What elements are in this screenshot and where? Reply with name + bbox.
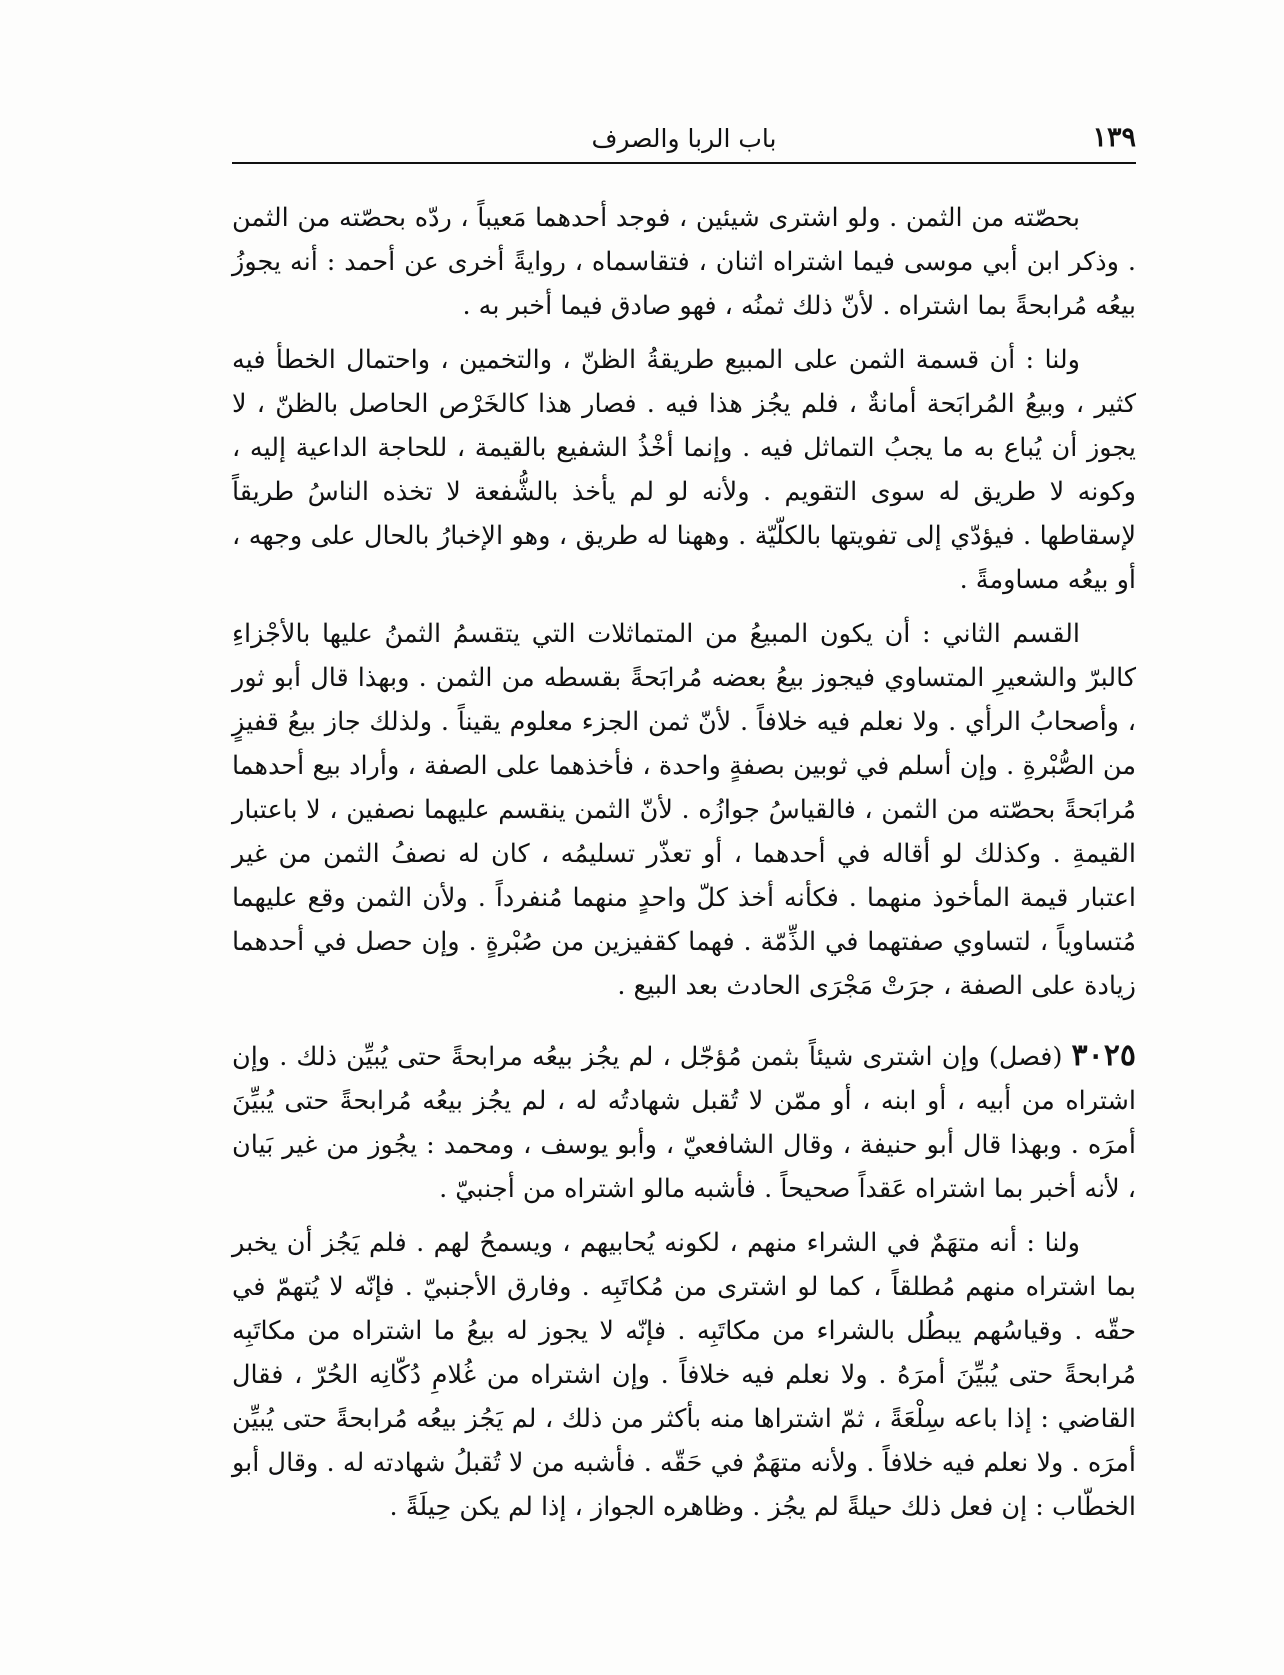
paragraph-2: ولنا : أن قسمة الثمن على المبيع طريقةُ الظنّ ، والتخمين ، واحتمال الخطأ فيه كثير ، وبيعُ المُرابَحة أمانةٌ ، فلم يجُز هذا فيه . فصار هذا كالخَرْص الحاصل بالظنّ ، لا يجوز أن يُباع به ما يجبُ التماثل فيه . وإنما أخْذُ الشفيع بالقيمة ، للحاجة الداعية إليه ، وكونه لا طريق له سوى التقويم . ولأنه لو لم يأخذ بالشُّفعة لا تخذه الناسُ طريقاً لإسقاطها . فيؤدّي إلى تفويتها بالكلّيّة . وههنا له طريق ، وهو الإخبارُ بالحال على وجهه ، أو بيعُه مساومةً . bbox=[232, 345, 1136, 595]
paragraph-1: بحصّته من الثمن . ولو اشترى شيئين ، فوجد أحدهما مَعيباً ، ردّه بحصّته من الثمن . وذكر ابن أبي موسى فيما اشتراه اثنان ، فتقاسماه ، روايةً أخرى عن أحمد : أنه يجوزُ بيعُه مُرابحةً بما اشتراه . لأنّ ذلك ثمنُه ، فهو صادق فيما أخبر به . bbox=[232, 203, 1136, 321]
main-text bbox=[232, 196, 1136, 1539]
paragraph-5: ولنا : أنه متهَمٌ في الشراء منهم ، لكونه يُحابيهم ، ويسمحُ لهم . فلم يَجُز أن يخبر بما اشتراه منهم مُطلقاً ، كما لو اشترى من مُكاتَبِه . وفارق الأجنبيّ . فإنّه لا يُتهمّ في حقّه . وقياسُهم يبطُل بالشراء من مكاتَبِه . فإنّه لا يجوز له بيعُ ما اشتراه من مكاتَبِه مُرابحةً حتى يُبيِّنَ أمرَهُ . ولا نعلم فيه خلافاً . وإن اشتراه من غُلامِ دُكّانِه الحُرّ ، فقال القاضي : إذا باعه سِلْعَةً ، ثمّ اشتراها منه بأكثر من ذلك ، لم يَجُز بيعُه مُرابحةً حتى يُبيِّن أمرَه . ولا نعلم فيه خلافاً . ولأنه متهَمٌ في حَقّه . فأشبه من لا تُقبلُ شهادته له . وقال أبو الخطّاب : إن فعل ذلك حيلةً لم يجُز . وظاهره الجواز ، إذا لم يكن حِيلَةً . bbox=[232, 1228, 1136, 1522]
paragraph-3: القسم الثاني : أن يكون المبيعُ من المتماثلات التي يتقسمُ الثمنُ عليها بالأجْزاءِ كالبرّ والشعيرِ المتساوي فيجوز بيعُ بعضه مُرابَحةً بقسطه من الثمن . وبهذا قال أبو ثور ، وأصحابُ الرأي . ولا نعلم فيه خلافاً . لأنّ ثمن الجزء معلوم يقيناً . ولذلك جاز بيعُ قفيزٍ من الصُّبْرةِ . وإن أسلم في ثوبين بصفةٍ واحدة ، فأخذهما على الصفة ، وأراد بيع أحدهما مُرابَحةً بحصّته من الثمن ، فالقياسُ جوازُه . لأنّ الثمن ينقسم عليهما نصفين ، لا باعتبار القيمةِ . وكذلك لو أقاله في أحدهما ، أو تعذّر تسليمُه ، كان له نصفُ الثمن من غير اعتبار قيمة المأخوذ منهما . فكأنه أخذ كلّ واحدٍ منهما مُنفرداً . ولأن الثمن وقع عليهما مُتساوياً ، لتساوي صفتهما في الذِّمّة . فهما كقفيزين من صُبْرةٍ . وإن حصل في أحدهما زيادة على الصفة ، جرَتْ مَجْرَى الحادث بعد البيع . bbox=[232, 619, 1136, 1001]
section-3025-text: (فصل) وإن اشترى شيئاً بثمن مُؤجّل ، لم يجُز بيعُه مرابحةً حتى يُبيِّن ذلك . وإن اشتراه من أبيه ، أو ابنه ، أو ممّن لا تُقبل شهادتُه له ، لم يجُز بيعُه مُرابحةً حتى يُبيِّنَ أمرَه . وبهذا قال أبو حنيفة ، وقال الشافعيّ ، وأبو يوسف ، ومحمد : يجُوز من غير بَيان ، لأنه أخبر بما اشتراه عَقداً صحيحاً . فأشبه مالو اشتراه من أجنبيّ . bbox=[232, 1042, 1136, 1204]
page-header bbox=[232, 118, 1136, 164]
header-rule bbox=[232, 162, 1136, 164]
page-number: ١٣٩ bbox=[1092, 122, 1136, 153]
section-3025 bbox=[232, 1034, 1136, 1211]
section-number: ٣٠٢٥ bbox=[1071, 1038, 1136, 1073]
running-title: باب الربا والصرف bbox=[591, 124, 777, 153]
